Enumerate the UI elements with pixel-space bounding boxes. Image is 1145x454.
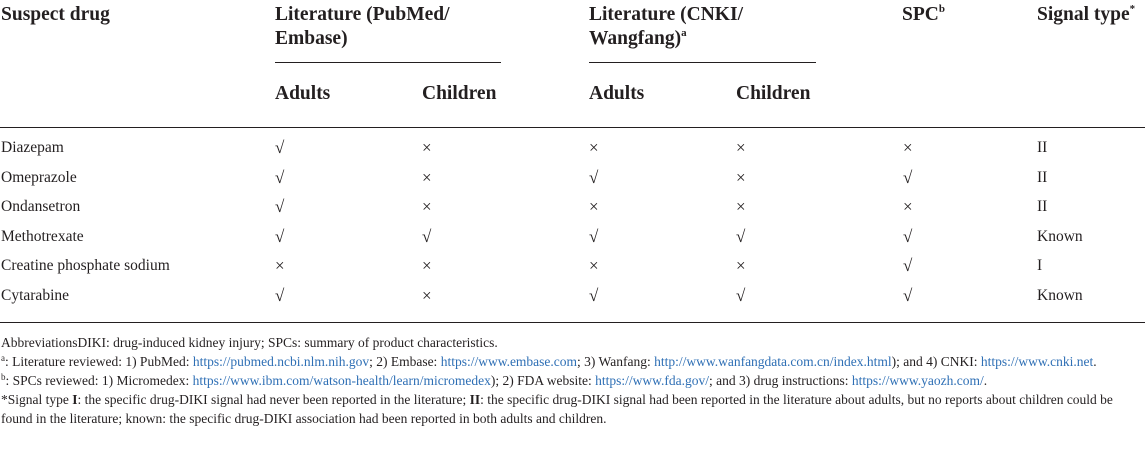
footnote-signal-level-2: II	[469, 392, 481, 407]
subheader-cnki-adults: Adults	[589, 83, 645, 104]
footnote-b-text: ; and 3) drug instructions:	[709, 373, 852, 388]
footnote-marker-star: *	[1129, 3, 1136, 15]
group-rule-pubmed	[275, 62, 501, 63]
footnote-marker-a: a	[681, 27, 687, 39]
header-spc-label: SPC	[902, 4, 939, 25]
subheader-cnki-children: Children	[736, 83, 811, 104]
subheader-pubmed-children: Children	[422, 83, 497, 104]
footnote-b-text: ); 2) FDA website:	[490, 373, 596, 388]
footnote-a-marker: a	[1, 353, 5, 363]
cell-cnki-adults: √	[589, 226, 599, 246]
cell-cnki-adults: ×	[589, 197, 599, 216]
footnote-signal-text: : the specific drug-DIKI signal had never been reported in the literature;	[77, 392, 470, 407]
header-signal-type-label: Signal type	[1037, 4, 1130, 25]
footnote-signal-level-1: I	[72, 392, 78, 407]
cell-pubmed-children: √	[422, 226, 432, 246]
cell-drug: Cytarabine	[1, 286, 70, 304]
cell-cnki-children: √	[736, 285, 746, 305]
link-cnki[interactable]: https://www.cnki.net	[980, 354, 1094, 369]
cell-spc: ×	[903, 138, 913, 157]
footnote-abbreviations: AbbreviationsDIKI: drug-induced kidney injury; SPCs: summary of product characteristics.	[1, 335, 498, 350]
header-literature-cnki	[589, 3, 743, 51]
header-literature-pubmed	[275, 3, 450, 51]
cell-drug: Ondansetron	[1, 198, 81, 215]
footnote-signal-type	[1, 390, 1141, 428]
link-micromedex[interactable]: https://www.ibm.com/watson-health/learn/micromedex	[192, 373, 491, 388]
subheader-pubmed-adults: Adults	[275, 83, 331, 104]
footnote-signal-text: : the specific drug-DIKI signal had been reported in the literature about adults, but no reports about children could be found in the literature; known: the specific drug-DIKI association had been reported in both adults and children.	[1, 392, 1113, 426]
cell-pubmed-adults: ×	[275, 256, 285, 275]
table-footnotes	[1, 333, 1141, 428]
header-literature-pubmed-line2: Embase)	[275, 28, 348, 49]
cell-pubmed-adults: √	[275, 285, 285, 305]
footnote-marker-b: b	[938, 3, 945, 15]
cell-cnki-children: √	[736, 226, 746, 246]
cell-drug: Omeprazole	[1, 168, 77, 186]
cell-pubmed-adults: √	[275, 197, 285, 216]
cell-cnki-adults: √	[589, 285, 599, 305]
cell-cnki-adults: ×	[589, 256, 599, 275]
footnote-b-marker: b	[1, 372, 6, 382]
footnote-a-text: ); and 4) CNKI:	[891, 354, 981, 369]
link-fda[interactable]: https://www.fda.gov/	[595, 373, 710, 388]
group-rule-cnki	[589, 62, 816, 63]
cell-signal-type: Known	[1037, 227, 1083, 245]
table-bottom-rule	[0, 322, 1145, 323]
cell-signal-type: II	[1037, 198, 1048, 215]
cell-cnki-adults: √	[589, 167, 599, 187]
link-embase[interactable]: https://www.embase.com	[440, 354, 578, 369]
cell-pubmed-children: ×	[422, 167, 432, 187]
cell-cnki-adults: ×	[589, 138, 599, 157]
cell-pubmed-children: ×	[422, 256, 432, 275]
cell-pubmed-children: ×	[422, 138, 432, 157]
header-signal-type	[1037, 3, 1135, 27]
link-pubmed[interactable]: https://pubmed.ncbi.nlm.nih.gov	[192, 354, 370, 369]
footnote-b-text: .	[983, 373, 988, 388]
header-literature-cnki-line1: Literature (CNKI/	[589, 4, 743, 25]
footnote-b-text: : SPCs reviewed: 1) Micromedex:	[5, 373, 193, 388]
cell-signal-type: II	[1037, 139, 1048, 156]
cell-drug: Creatine phosphate sodium	[1, 257, 170, 274]
cell-pubmed-children: ×	[422, 197, 432, 216]
cell-drug: Diazepam	[1, 139, 64, 156]
cell-drug: Methotrexate	[1, 227, 84, 245]
cell-pubmed-adults: √	[275, 226, 285, 246]
footnote-a	[1, 352, 1141, 371]
cell-spc: √	[903, 256, 913, 275]
link-yaozh[interactable]: https://www.yaozh.com/	[851, 373, 984, 388]
footnote-b	[1, 371, 1141, 390]
cell-cnki-children: ×	[736, 197, 746, 216]
cell-spc: ×	[903, 197, 913, 216]
cell-pubmed-adults: √	[275, 138, 285, 157]
cell-signal-type: Known	[1037, 286, 1083, 304]
footnote-signal-text: *Signal type	[1, 392, 73, 407]
header-literature-cnki-line2: Wangfang)	[589, 28, 682, 49]
cell-spc: √	[903, 226, 913, 246]
footnote-a-text: : Literature reviewed: 1) PubMed:	[5, 354, 193, 369]
footnote-a-text: .	[1093, 354, 1097, 369]
cell-signal-type: II	[1037, 168, 1048, 186]
link-wanfang[interactable]: http://www.wanfangdata.com.cn/index.html	[654, 354, 892, 369]
cell-cnki-children: ×	[736, 256, 746, 275]
cell-signal-type: I	[1037, 257, 1043, 274]
footnote-a-text: ; 3) Wanfang:	[577, 354, 655, 369]
cell-pubmed-children: ×	[422, 285, 432, 305]
footnote-a-text: ; 2) Embase:	[369, 354, 441, 369]
cell-spc: √	[903, 167, 913, 187]
cell-cnki-children: ×	[736, 138, 746, 157]
cell-pubmed-adults: √	[275, 167, 285, 187]
header-literature-pubmed-line1: Literature (PubMed/	[275, 4, 450, 25]
header-bottom-rule	[0, 127, 1145, 128]
cell-cnki-children: ×	[736, 167, 746, 187]
header-spc	[902, 3, 945, 27]
cell-spc: √	[903, 285, 913, 305]
header-suspect-drug: Suspect drug	[1, 4, 110, 25]
